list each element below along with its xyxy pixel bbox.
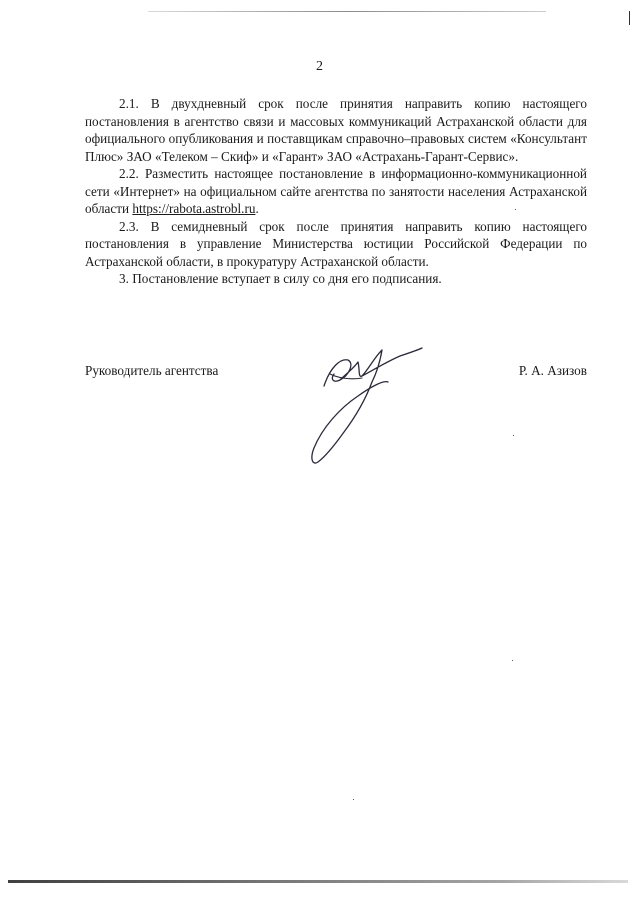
scan-edge-top bbox=[148, 11, 546, 12]
paragraph-2-3: 2.3. В семидневный срок после принятия направить копию настоящего постановления в управление Министерства юстиции Российской Федерации по Астраханской области, в прокуратуру Астраханской области. bbox=[85, 218, 587, 269]
paragraph-2-1: 2.1. В двухдневный срок после принятия направить копию настоящего постановления в агентство связи и массовых коммуникаций Астраханской области для официального опубликования и поставщикам справочно–правовых систем «Консультант Плюс» ЗАО «Телеком – Скиф» и «Гарант» ЗАО «Астрахань-Гарант-Сервис». bbox=[85, 96, 587, 164]
paragraph-2-2-text: 2.2. Разместить настоящее постановление в информационно-коммуникационной сети «Интернет» на официальном сайте агентства по занятости населения Астраханской области bbox=[85, 166, 587, 216]
scan-speck bbox=[353, 799, 354, 800]
scan-edge-bottom bbox=[8, 880, 628, 883]
handwritten-signature bbox=[300, 328, 440, 473]
scan-speck bbox=[512, 660, 513, 661]
paragraph-2-2 bbox=[85, 165, 587, 218]
signer-name: Р. А. Азизов bbox=[518, 363, 587, 378]
paragraph-3: 3. Постановление вступает в силу со дня его подписания. bbox=[119, 271, 442, 286]
website-link[interactable]: https://rabota.astrobl.ru bbox=[132, 201, 256, 216]
scan-speck bbox=[513, 435, 514, 436]
link-trailing-period: . bbox=[255, 201, 259, 216]
scan-speck bbox=[515, 209, 516, 210]
page-number: 2 bbox=[316, 59, 323, 74]
signer-title: Руководитель агентства bbox=[85, 363, 219, 378]
scan-mark-right bbox=[629, 11, 630, 25]
document-body bbox=[85, 95, 587, 288]
